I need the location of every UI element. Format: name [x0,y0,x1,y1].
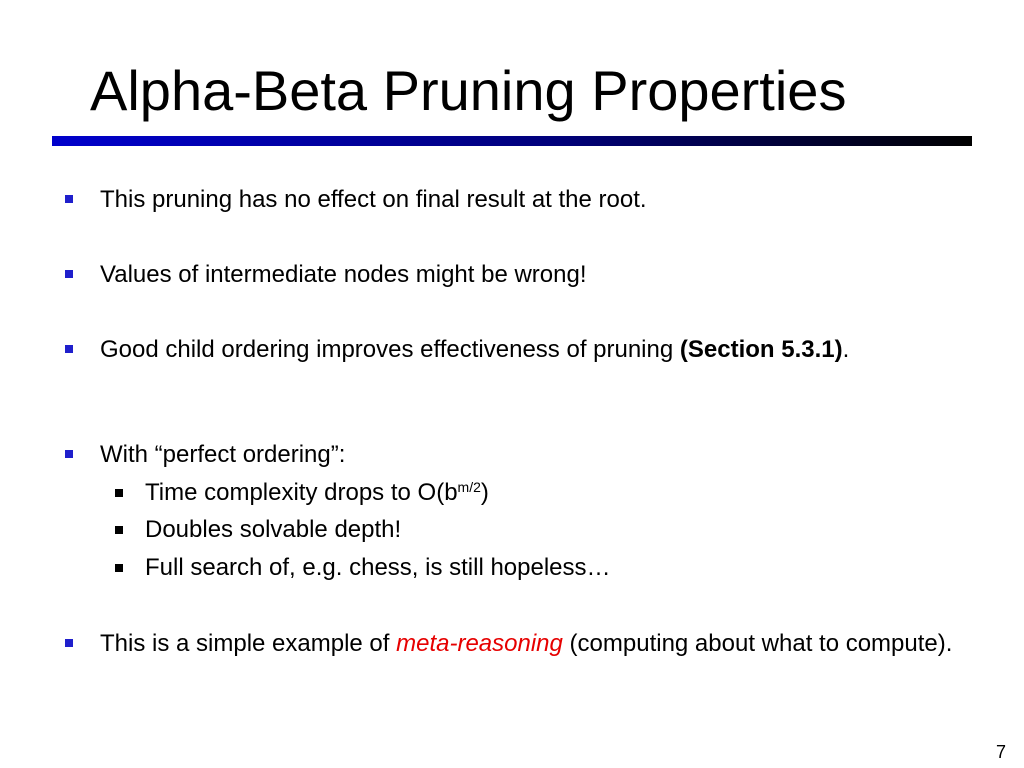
slide-title: Alpha-Beta Pruning Properties [90,59,847,122]
square-bullet-icon [65,270,73,278]
sub-bullet-text-plain: Time complexity drops to O(b [145,479,458,506]
title-divider [52,136,972,146]
bullet-text [100,629,960,659]
sub-bullet-text [145,478,489,508]
bullet-text: Values of intermediate nodes might be wrong! [100,261,587,288]
bullet-text-end: (computing about what to compute). [562,630,953,657]
sub-bullet-text-end: ) [480,479,489,506]
sub-bullet-text: Full search of, e.g. chess, is still hopeless… [145,554,611,581]
square-sub-bullet-icon [115,489,123,497]
bullet-text [100,335,960,365]
square-bullet-icon [65,345,73,353]
emphasis-term: meta-reasoning [396,630,563,657]
page-number: 7 [995,742,1006,762]
square-bullet-icon [65,195,73,203]
bullet-text-plain: This is a simple example of [100,630,397,657]
bullet-text: This pruning has no effect on final result at the root. [100,186,647,213]
exponent: m/2 [457,479,481,495]
bullet-text: With “perfect ordering”: [100,441,346,468]
square-sub-bullet-icon [115,564,123,572]
square-bullet-icon [65,639,73,647]
bullet-text-plain: Good child ordering improves effectiveness of pruning [100,336,680,363]
square-sub-bullet-icon [115,526,123,534]
square-bullet-icon [65,450,73,458]
section-reference: (Section 5.3.1) [679,336,843,363]
bullet-text-end: . [842,336,850,363]
sub-bullet-text: Doubles solvable depth! [145,516,402,543]
